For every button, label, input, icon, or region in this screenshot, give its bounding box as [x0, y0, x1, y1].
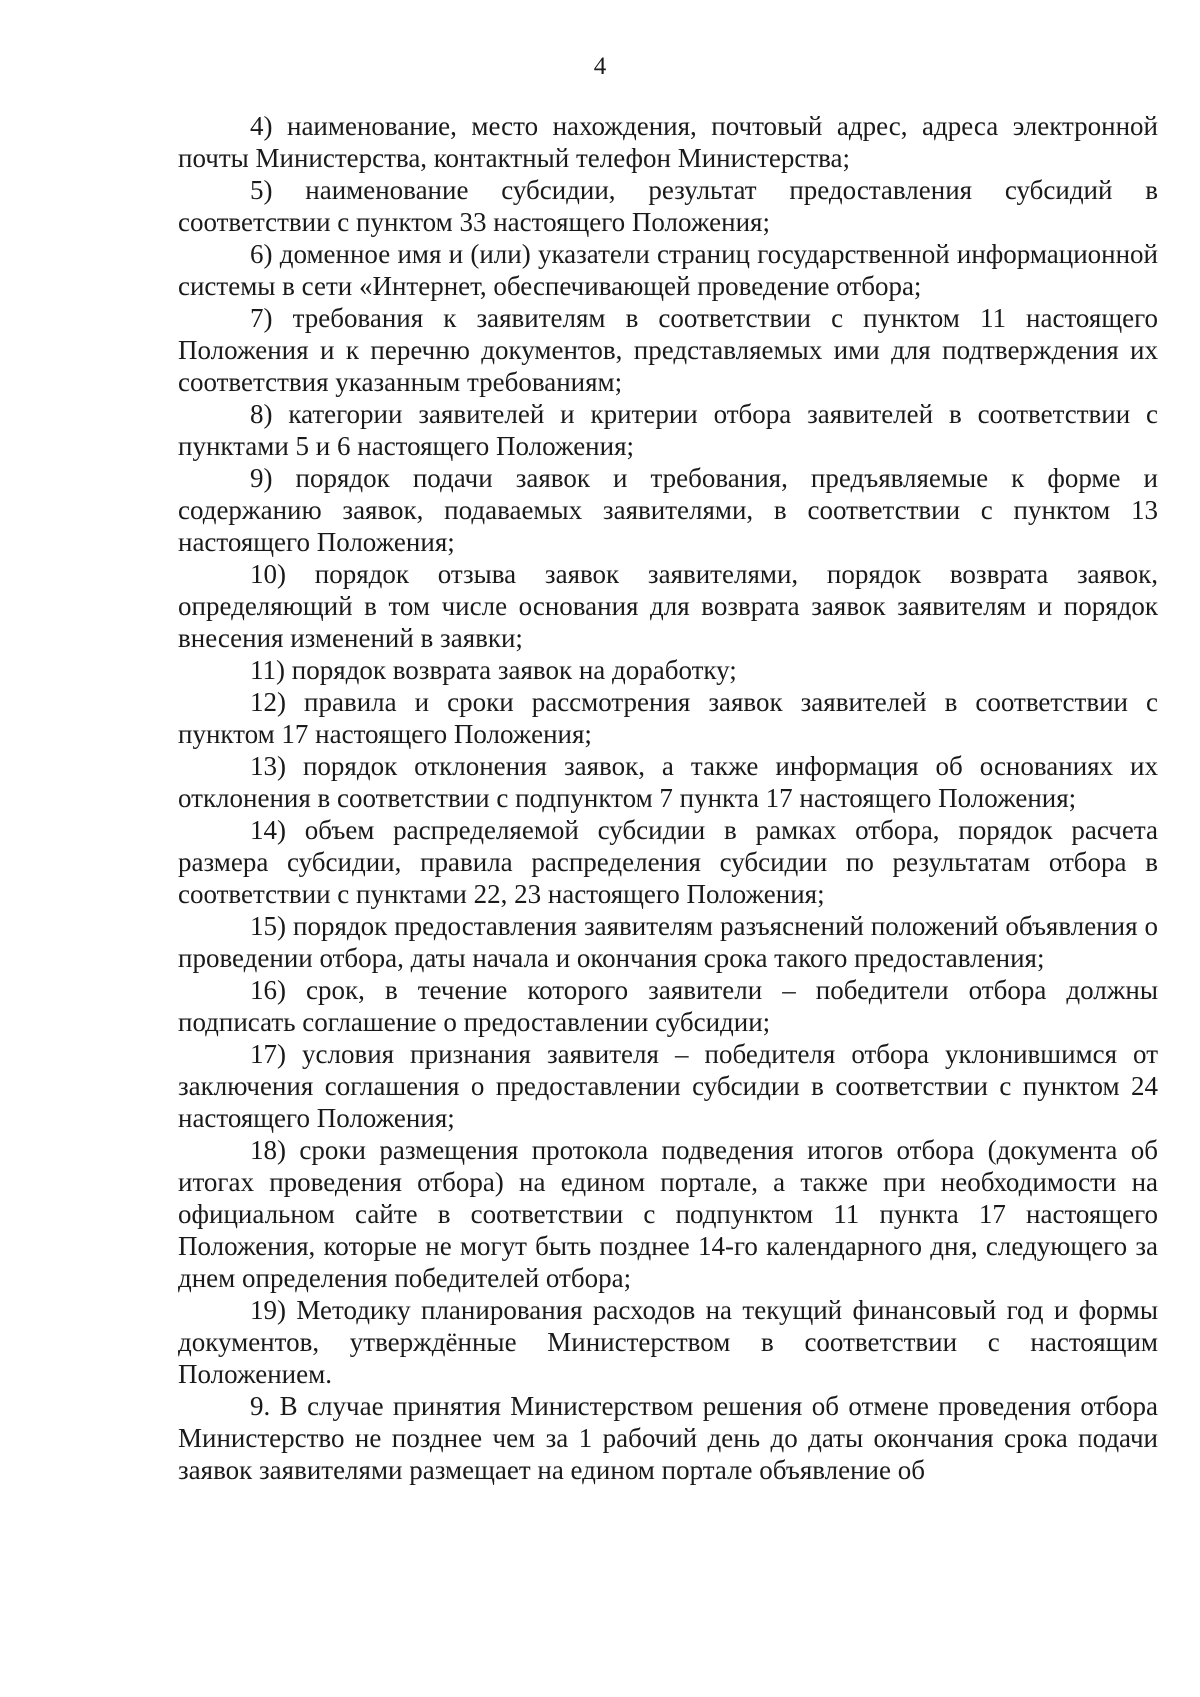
section-9-paragraph: 9. В случае принятия Министерством решения об отмене проведения отбора Министерство не позднее чем за 1 рабочий день до даты окончания срока подачи заявок заявителями размещает на едином портале объявление об	[178, 1391, 1158, 1485]
list-item-9: 9) порядок подачи заявок и требования, предъявляемые к форме и содержанию заявок, подаваемых заявителями, в соответствии с пунктом 13 настоящего Положения;	[178, 463, 1158, 557]
list-item-15: 15) порядок предоставления заявителям разъяснений положений объявления о проведении отбора, даты начала и окончания срока такого предоставления;	[178, 911, 1158, 973]
list-item-6: 6) доменное имя и (или) указатели страниц государственной информационной системы в сети «Интернет, обеспечивающей проведение отбора;	[178, 239, 1158, 301]
document-body	[178, 110, 1158, 1486]
list-item-8: 8) категории заявителей и критерии отбора заявителей в соответствии с пунктами 5 и 6 настоящего Положения;	[178, 399, 1158, 461]
list-item-16: 16) срок, в течение которого заявители – победители отбора должны подписать соглашение о предоставлении субсидии;	[178, 975, 1158, 1037]
list-item-14: 14) объем распределяемой субсидии в рамках отбора, порядок расчета размера субсидии, правила распределения субсидии по результатам отбора в соответствии с пунктами 22, 23 настоящего Положения;	[178, 815, 1158, 909]
page-number: 4	[593, 53, 607, 80]
list-item-5: 5) наименование субсидии, результат предоставления субсидий в соответствии с пунктом 33 настоящего Положения;	[178, 175, 1158, 237]
list-item-13: 13) порядок отклонения заявок, а также информация об основаниях их отклонения в соответствии с подпунктом 7 пункта 17 настоящего Положения;	[178, 751, 1158, 813]
list-item-12: 12) правила и сроки рассмотрения заявок заявителей в соответствии с пунктом 17 настоящего Положения;	[178, 687, 1158, 749]
list-item-7: 7) требования к заявителям в соответствии с пунктом 11 настоящего Положения и к перечню документов, представляемых ими для подтверждения их соответствия указанным требованиям;	[178, 303, 1158, 397]
list-item-4: 4) наименование, место нахождения, почтовый адрес, адреса электронной почты Министерства, контактный телефон Министерства;	[178, 111, 1158, 173]
list-item-19: 19) Методику планирования расходов на текущий финансовый год и формы документов, утверждённые Министерством в соответствии с настоящим Положением.	[178, 1295, 1158, 1389]
list-item-17: 17) условия признания заявителя – победителя отбора уклонившимся от заключения соглашения о предоставлении субсидии в соответствии с пунктом 24 настоящего Положения;	[178, 1039, 1158, 1133]
list-item-18: 18) сроки размещения протокола подведения итогов отбора (документа об итогах проведения отбора) на едином портале, а также при необходимости на официальном сайте в соответствии с подпунктом 11 пункта 17 настоящего Положения, которые не могут быть позднее 14-го календарного дня, следующего за днем определения победителей отбора;	[178, 1135, 1158, 1293]
list-item-10: 10) порядок отзыва заявок заявителями, порядок возврата заявок, определяющий в том числе основания для возврата заявок заявителям и порядок внесения изменений в заявки;	[178, 559, 1158, 653]
list-item-11: 11) порядок возврата заявок на доработку;	[250, 655, 737, 685]
